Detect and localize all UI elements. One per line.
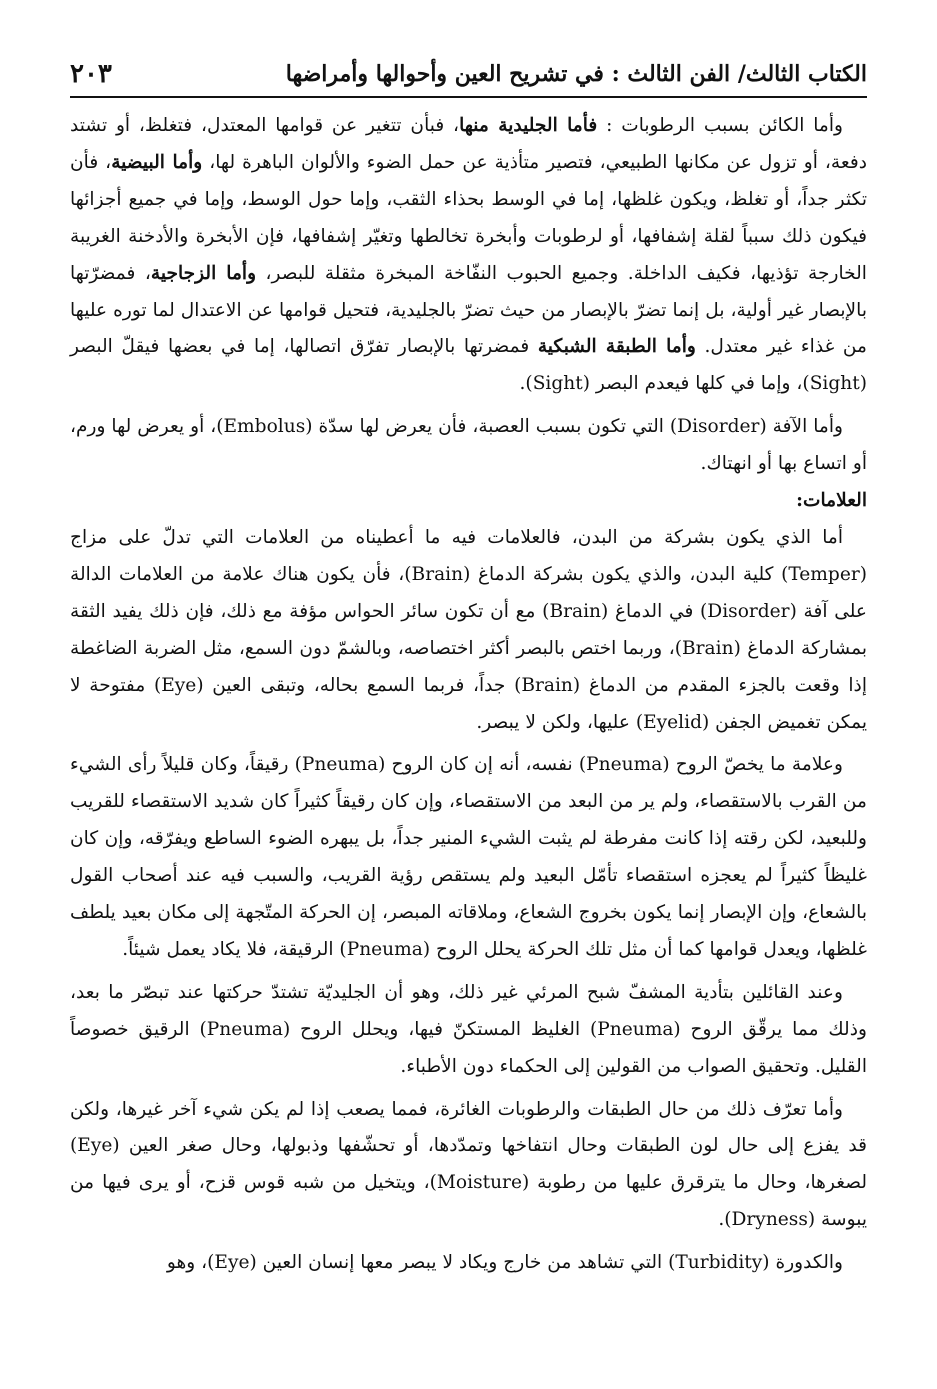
term-retina: وأما الطبقة الشبكية: [537, 336, 696, 358]
text-run: وأما الكائن بسبب الرطوبات :: [597, 115, 843, 136]
running-title: الكتاب الثالث/ الفن الثالث : في تشريح العين وأحوالها وأمراضها: [285, 61, 867, 87]
section-heading-signs: العلامات:: [796, 490, 867, 512]
paragraph-turbidity: والكدورة (Turbidity) التي تشاهد من خارج ويكاد لا يبصر معها إنسان العين (Eye)، وهو: [166, 1252, 843, 1274]
paragraph-nerve: وأما الآفة (Disorder) التي تكون بسبب العصبة، فأن يعرض لها سدّة (Embolus)، أو يعرض لها ورم، أو اتساع بها أو انهتاك.: [70, 416, 867, 475]
page-header: [70, 52, 867, 98]
paragraph-pneuma: وعلامة ما يخصّ الروح (Pneuma) نفسه، أنه إن كان الروح (Pneuma) رقيقاً، وكان قليلاً رأى الشيء من القرب بالاستقصاء، ولم ير من البعد من الاستقصاء، وإن كان رقيقاً كثيراً كان شديد الاستقصاء للقريب وللبعيد، لكن رقته إذا كانت مفرطة لم يثبت الشيء المنير جداً، بل يبهره الضوء الساطع ويفرّقه، وإن كان غليظاً كثيراً لم يعجزه استقصاء تأمّل البعيد ولم يستقص رؤية القريب، والسبب فيه عند أصحاب القول بالشعاع، وإن الإبصار إنما يكون بخروج الشعاع، وملاقاته المبصر، إن الحركة المتّجهة إلى مكان بعيد يلطف غلظها، ويعدل قوامها كما أن مثل تلك الحركة يحلل الروح (Pneuma) الرقيقة، فلا يكاد يعمل شيئاً.: [70, 754, 867, 960]
term-crystalline: فأما الجليدية منها: [459, 115, 598, 136]
text-run: ، فأن تكثر جداً، أو تغلظ، ويكون غلظها، إما في الوسط بحذاء الثقب، وإما حول الوسط، وإما في جميع أجزائها فيكون ذلك سبباً لقلة إشفافها، أو لرطوبات وأبخرة تخالطها وتغيّر إشفافها، فإن الأبخرة والأدخنة الغريبة الخارجة تؤذيها، فكيف الداخلة. وجميع الحبوب النفّاخة المبخرة مثقلة للبصر،: [70, 151, 867, 284]
page-body: [70, 108, 867, 1282]
text-run: ، فمضرّتها بالإبصار غير أولية، بل إنما تضرّ بالإبصار من حيث تضرّ بالجليدية، فتحيل قوامها عن الاعتدال لما توره عليها من غذاء غير معتدل.: [70, 262, 868, 358]
paragraph-brain-signs: أما الذي يكون بشركة من البدن، فالعلامات فيه ما أعطيناه من العلامات التي تدلّ على مزاج (Temper) كلية البدن، والذي يكون بشركة الدماغ (Brain)، فأن يكون هناك علامة من العلامات الدالة على آفة (Disorder) في الدماغ (Brain) مع أن تكون سائر الحواس مؤفة مع ذلك، فإن ذلك يفيد الثقة بمشاركة الدماغ (Brain)، وربما اختص بالبصر أكثر اختصاصه، وبالشمّ دون السمع، مثل الضربة الضاغطة إذا وقعت بالجزء المقدم من الدماغ (Brain) جداً، فربما السمع بحاله، وتبقى العين (Eye) مفتوحة لا يمكن تغميض الجفن (Eyelid) عليها، ولكن لا يبصر.: [70, 526, 867, 733]
paragraph-layers: وأما تعرّف ذلك من حال الطبقات والرطوبات الغائرة، فمما يصعب إذا لم يكن شيء آخر غيرها، ولكن قد يفزع إلى حال لون الطبقات وحال انتفاخها وتمدّدها، أو تحشّفها وذبولها، وحال صغر العين (Eye) لصغرها، وحال ما يترقرق عليها من رطوبة (Moisture)، ويتخيل من شبه قوس قزح، أو يرى فيها من يبوسة (Dryness).: [70, 1098, 867, 1231]
paragraph-humors: [70, 108, 867, 403]
text-run: فمضرتها بالإبصار تفرّق اتصالها، إما في بعضها فيقلّ البصر (Sight)، وإما في كلها فيعدم البصر (Sight).: [70, 336, 867, 395]
text-run: ، فبأن تتغير عن قوامها المعتدل، فتغلظ، أو تشتد دفعة، أو تزول عن مكانها الطبيعي، فتصير متأذية عن حمل الضوء والألوان الباهرة لها،: [70, 115, 868, 173]
term-albuminoid: وأما البيضية: [111, 151, 203, 173]
paragraph-theories: وعند القائلين بتأدية المشفّ شبح المرئي غير ذلك، وهو أن الجليديّة تشتدّ حركتها عند تبصّر ما بعد، وذلك مما يرقّق الروح (Pneuma) الغليظ المستكنّ فيها، ويحلل الروح (Pneuma) الرقيق خصوصاً القليل. وتحقيق الصواب من القولين إلى الحكماء دون الأطباء.: [70, 981, 867, 1077]
page-number: ٢٠٣: [70, 59, 112, 89]
term-vitreous: وأما الزجاجية: [150, 262, 257, 284]
